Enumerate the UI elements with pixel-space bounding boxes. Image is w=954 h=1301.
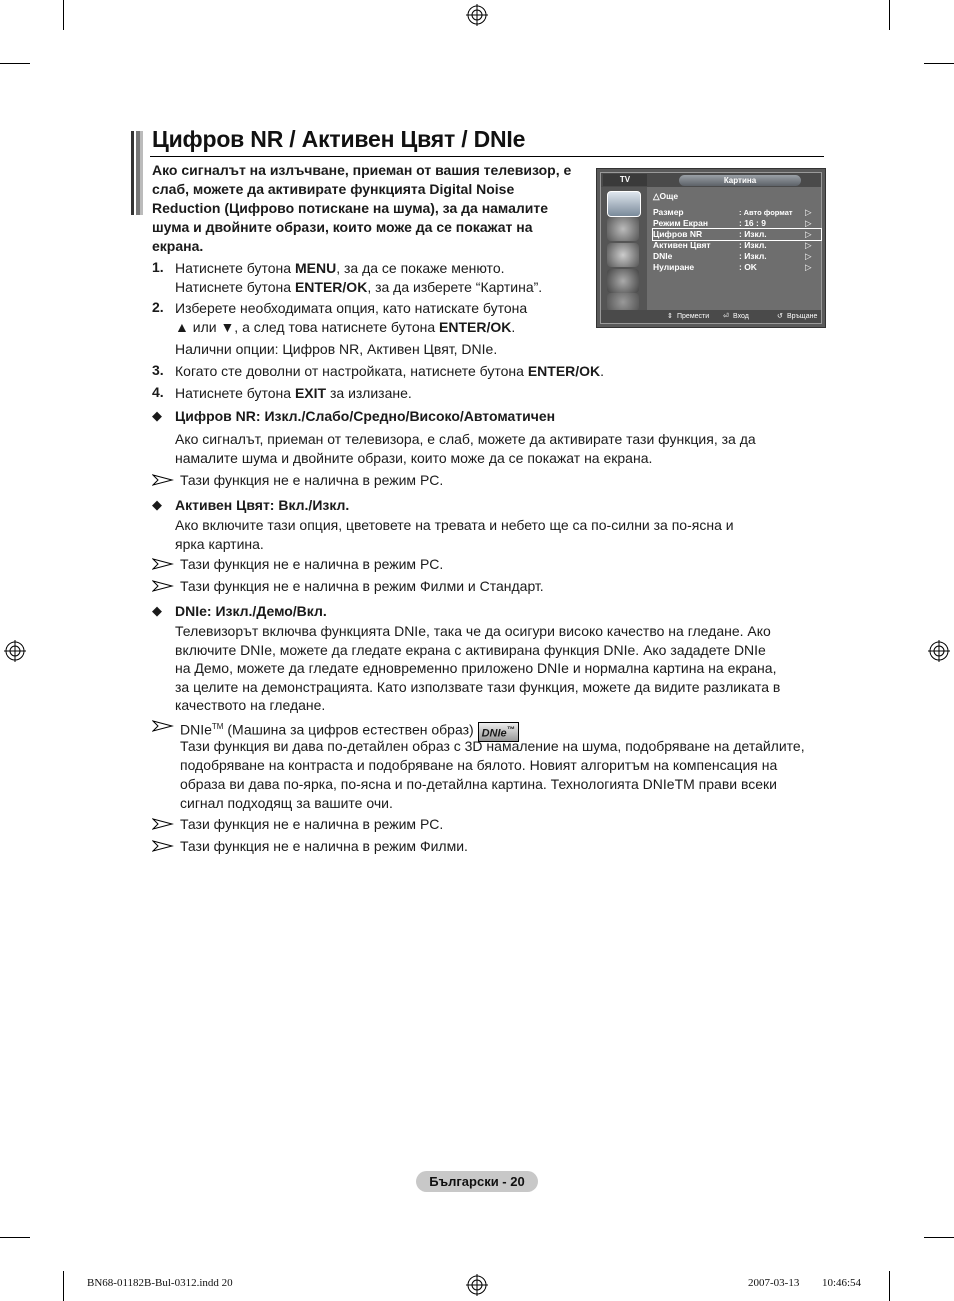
section-heading-nr: Цифров NR: Изкл./Слабо/Средно/Високо/Автоматичен xyxy=(175,408,556,424)
enter-icon: ⏎ xyxy=(723,313,729,320)
note-arrow-icon xyxy=(152,474,174,486)
title-rule xyxy=(150,156,824,157)
picture-icon xyxy=(607,191,641,217)
diamond-bullet-icon: ◆ xyxy=(152,497,162,512)
diamond-bullet-icon: ◆ xyxy=(152,603,162,618)
title-accent-bar xyxy=(129,131,143,215)
registration-mark-icon xyxy=(466,1274,488,1296)
slug-timestamp: 2007-03-13 ￿￿ 10:46:54 xyxy=(748,1277,862,1289)
section-heading-dnie: DNIe: Изкл./Демо/Вкл. xyxy=(175,603,327,619)
tv-arrow-icon: ▷ xyxy=(805,262,812,272)
note-text: Тази функция не е налична в режим PC. xyxy=(180,556,444,572)
tv-row-value: : Изкл. xyxy=(739,240,767,250)
tv-menu-screenshot xyxy=(596,168,826,328)
page-title: Цифров NR / Активен Цвят / DNIe xyxy=(152,126,526,152)
note-text: Тази функция не е налична в режим PC. xyxy=(180,816,444,832)
crop-mark xyxy=(924,63,954,64)
tv-row-value: : Авто формат xyxy=(739,208,793,217)
channel-icon xyxy=(607,243,639,267)
tv-tab: TV xyxy=(603,174,647,186)
setup-gear-icon xyxy=(607,269,639,293)
crop-mark xyxy=(0,1237,30,1238)
step-number: 4. xyxy=(152,384,164,400)
section-text-nr: Ако сигналът, приеман от телевизора, е слаб, можете да активирате тази функция, за да намалите шума и двойните образи, които може да се покажат на екрана. xyxy=(175,431,756,466)
diamond-bullet-icon: ◆ xyxy=(152,408,162,423)
tv-sidebar xyxy=(601,187,647,313)
crop-mark xyxy=(924,1237,954,1238)
step-3: Когато сте доволни от настройката, натиснете бутона ENTER/OK. xyxy=(175,363,605,379)
section-text-color: Ако включите тази опция, цветовете на тревата и небето ще са по-силни за по-ясна и ярка картина. xyxy=(175,517,734,552)
dnie-logo: DNIe™ xyxy=(478,722,519,742)
note-arrow-icon xyxy=(152,720,174,732)
tv-row-key: DNIe xyxy=(653,251,673,261)
note-text: Тази функция не е налична в режим Филми и Стандарт. xyxy=(180,578,544,594)
tv-row-key: Цифров NR xyxy=(653,229,703,239)
section-heading-color: Активен Цвят: Вкл./Изкл. xyxy=(175,497,350,513)
step-number: 2. xyxy=(152,299,164,315)
tv-row-key: Размер xyxy=(653,207,684,217)
tv-footer-back: Връщане xyxy=(787,313,818,320)
crop-mark xyxy=(889,1271,890,1301)
tv-row-value: : OK xyxy=(739,262,757,272)
step-2: Изберете необходимата опция, като натискате бутона ▲ или ▼, а след това натиснете бутона ENTER/OK. Налични опции: Цифров NR, Активен Цвят, DNIe. xyxy=(175,300,528,357)
dnie-tm-text: Тази функция ви дава по-детайлен образ с 3D намаление на шума, подобряване на детайлите, подобряване на контраста и подобряване на бялото. Новият алгоритъм на компенсация на образа ви дава по-ярка, по-ясна и по-детайлна картина. Технологията DNIeTM прави всеки сигнал подходящ за вашите очи. xyxy=(180,738,805,811)
page-number-badge: Български - 20 xyxy=(416,1171,538,1192)
input-icon xyxy=(607,293,639,311)
registration-mark-icon xyxy=(928,640,950,662)
crop-mark xyxy=(0,63,30,64)
tv-arrow-icon: ▷ xyxy=(805,240,812,250)
note-arrow-icon xyxy=(152,558,174,570)
note-arrow-icon xyxy=(152,840,174,852)
step-1: Натиснете бутона MENU, за да се покаже менюто. Натиснете бутона ENTER/OK, за да изберете “Картина”. xyxy=(175,260,543,295)
crop-mark xyxy=(889,0,890,30)
registration-mark-icon xyxy=(466,4,488,26)
tv-arrow-icon: ▷ xyxy=(805,251,812,261)
section-text-dnie: Телевизорът включва функцията DNIe, така че да осигури високо качество на гледане. Ако включите DNIe, можете да гледате екрана с активирана функция DNIe. Ако зададете DNIe на Демо, можете да гледате едновременно приложено DNIe и нормална картина на екрана, за целите на демонстрацията. Като използвате тази функция, можете да видите разликата в качеството на гледане. xyxy=(175,623,781,713)
tv-footer-enter: Вход xyxy=(733,313,749,320)
tv-row-value: : 16 : 9 xyxy=(739,218,766,228)
note-text: Тази функция не е налична в режим Филми. xyxy=(180,838,468,854)
note-text: Тази функция не е налична в режим PC. xyxy=(180,472,444,488)
step-4: Натиснете бутона EXIT за излизане. xyxy=(175,385,412,401)
updown-icon: ⇕ xyxy=(667,313,673,320)
step-number: 3. xyxy=(152,362,164,378)
crop-mark xyxy=(63,0,64,30)
tv-row-key: Режим Екран xyxy=(653,218,708,228)
crop-mark xyxy=(63,1271,64,1301)
registration-mark-icon xyxy=(4,640,26,662)
tv-footer-move: Премести xyxy=(677,313,710,320)
dnie-tm-heading: DNIe™ (Машина за цифров естествен образ) DNIe™ xyxy=(180,717,519,742)
intro-paragraph: Ако сигналът на излъчване, приеман от вашия телевизор, е слаб, можете да активирате функцията Digital Noise Reduction (Цифрово потискане на шума), за да намалите шума и двойните образи, които може да се покажат на екрана. xyxy=(152,162,572,254)
note-arrow-icon xyxy=(152,818,174,830)
step-number: 1. xyxy=(152,259,164,275)
sound-icon xyxy=(607,217,639,241)
tv-menu-header: Картина xyxy=(679,175,801,186)
tv-arrow-icon: ▷ xyxy=(805,229,812,239)
tv-row-key: Нулиране xyxy=(653,262,695,272)
tv-more: △Още xyxy=(653,191,679,201)
tv-arrow-icon: ▷ xyxy=(805,207,812,217)
slug-file: BN68-01182B-Bul-0312.indd 20 xyxy=(87,1277,233,1289)
tv-row-value: : Изкл. xyxy=(739,229,767,239)
note-arrow-icon xyxy=(152,580,174,592)
return-icon: ↺ xyxy=(777,313,783,320)
tv-footer xyxy=(601,310,821,323)
tv-arrow-icon: ▷ xyxy=(805,218,812,228)
tv-row-value: : Изкл. xyxy=(739,251,767,261)
tv-row-key: Активен Цвят xyxy=(653,240,711,250)
